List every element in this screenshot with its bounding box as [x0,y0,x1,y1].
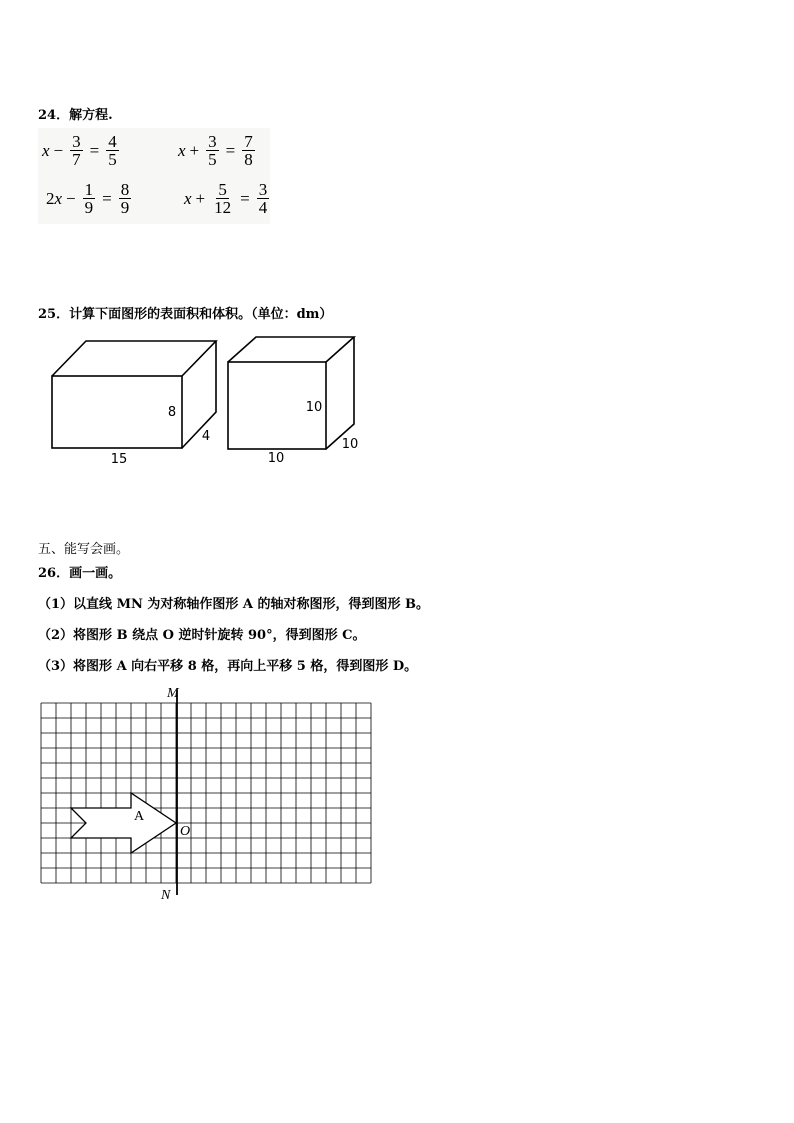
eq3-fraction-left: $\frac{1}{9}$ [84,180,94,217]
question-26-step-2: （2）将图形 B 绕点 O 逆时针旋转 90°，得到图形 C。 [38,628,366,643]
eq1-fraction-right: $\frac{4}{5}$ [108,132,117,169]
question-24-heading: 24．解方程. [38,108,113,123]
eq3-operator: − [66,188,76,208]
question-26-step-3: （3）将图形 A 向右平移 8 格，再向上平移 5 格，得到图形 D。 [38,659,418,674]
grid-lines [41,703,371,883]
equation-4 [184,181,272,216]
cube-width-label: 10 [341,437,359,452]
label-m: M [167,686,179,701]
drawing-grid [30,680,390,905]
question-26-step-1: （1）以直线 MN 为对称轴作图形 A 的轴对称图形，得到图形 B。 [38,597,430,612]
eq1-equals: = [89,140,100,160]
label-a: A [134,809,145,824]
eq4-fraction-left: $\frac{5}{12}$ [214,180,232,217]
eq4-variable: x [184,188,192,208]
eq4-equals: = [240,188,250,208]
equation-1 [42,133,122,168]
eq2-operator: + [189,140,200,160]
eq2-equals: = [225,140,236,160]
cuboid-figure [52,341,216,448]
cuboid-length-label: 15 [110,452,128,467]
eq3-variable: x [54,188,63,208]
eq4-fraction-right: $\frac{3}{4}$ [258,180,268,217]
equation-3 [46,181,134,216]
label-o: O [180,824,191,839]
eq1-fraction-left: $\frac{3}{7}$ [72,132,81,169]
cuboid-width-label: 4 [201,429,211,444]
solids-figure [40,330,370,470]
cuboid-height-label: 8 [167,405,177,420]
question-25-heading: 25．计算下面图形的表面积和体积。（单位：dm） [38,307,333,322]
cube-height-label: 10 [305,400,323,415]
section-5-heading: 五、能写会画。 [38,542,130,557]
question-26-heading: 26．画一画。 [38,566,122,581]
eq2-fraction-right: $\frac{7}{8}$ [244,132,253,169]
eq2-fraction-left: $\frac{3}{5}$ [208,132,217,169]
cube-length-label: 10 [267,451,285,466]
eq3-fraction-right: $\frac{8}{9}$ [120,180,130,217]
eq1-variable: x [42,140,50,160]
eq3-coefficient: 2 [46,188,55,208]
label-n: N [161,888,171,903]
eq3-equals: = [102,188,112,208]
eq4-operator: + [195,188,206,208]
cube-figure [228,337,354,449]
equation-2 [178,133,258,168]
eq2-variable: x [178,140,186,160]
shape-a-arrow [71,793,176,853]
eq1-operator: − [53,140,64,160]
